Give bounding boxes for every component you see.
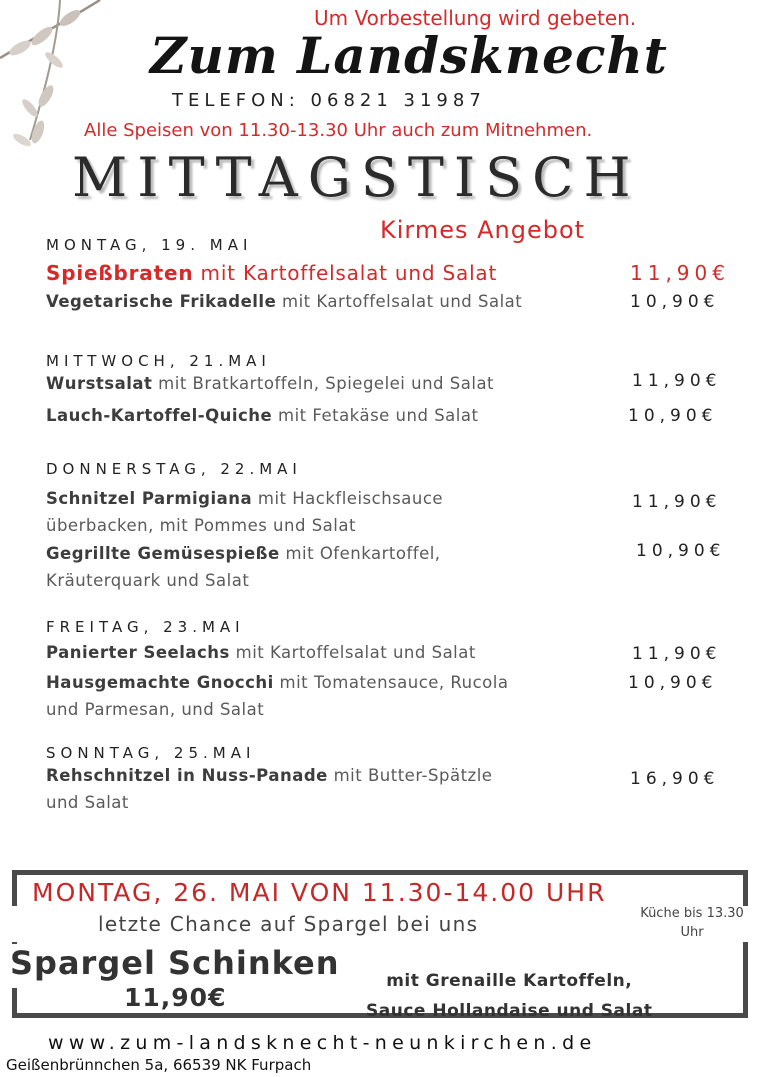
dish-description: mit Butter-Spätzle [327,766,493,785]
phone-number: TELEFON: 06821 31987 [172,90,486,111]
price-seelachs: 11,90€ [632,644,722,664]
menu-item-gemuesespiesse [46,544,441,563]
menu-item-quiche [46,406,478,425]
dish-description: mit Hackfleischsauce [252,489,444,508]
dish-description-line2: überbacken, mit Pommes und Salat [46,516,356,535]
dish-description: mit Kartoffelsalat und Salat [276,292,523,311]
day-heading-sunday: SONNTAG, 25.MAI [46,744,256,762]
dish-name: Panierter Seelachs [46,643,230,662]
box-border-gap-left [10,906,22,942]
dish-description-line2: Kräuterquark und Salat [46,571,250,590]
price-spiessbraten: 11,90€ [630,261,730,285]
price-gnocchi: 10,90€ [628,673,718,693]
kitchen-hours-note: Küche bis 13.30 Uhr [640,906,744,940]
day-heading-friday: FREITAG, 23.MAI [46,618,245,636]
special-offer-title: MONTAG, 26. MAI VON 11.30-14.00 UHR [32,878,607,907]
menu-item-frikadelle [46,292,522,311]
dish-name: Spießbraten [46,261,194,285]
menu-item-gnocchi [46,673,508,692]
sides-line-1: mit Grenaille Kartoffeln, [386,971,633,991]
price-schnitzel-parmigiana: 11,90€ [632,492,722,512]
dish-name: Vegetarische Frikadelle [46,292,277,311]
website-link[interactable]: www.zum-landsknecht-neunkirchen.de [48,1032,597,1054]
dish-name: Wurstsalat [46,374,153,393]
dish-name: Hausgemachte Gnocchi [46,673,274,692]
day-heading-thursday: DONNERSTAG, 22.MAI [46,460,302,478]
price-wurstsalat: 11,90€ [632,371,722,391]
special-dish-sides [366,966,652,1026]
special-dish-price: 11,90€ [124,983,227,1012]
special-dish-name: Spargel Schinken [10,944,340,982]
dish-description-line2: und Parmesan, und Salat [46,700,265,719]
dish-description: mit Ofenkartoffel, [279,544,441,563]
dish-name: Lauch-Kartoffel-Quiche [46,406,273,425]
menu-item-seelachs [46,643,476,662]
price-rehschnitzel: 16,90€ [630,769,720,789]
dish-name: Schnitzel Parmigiana [46,489,253,508]
price-frikadelle: 10,90€ [630,292,720,312]
menu-item-wurstsalat [46,374,494,393]
takeaway-notice: Alle Speisen von 11.30-13.30 Uhr auch zum Mitnehmen. [84,120,593,141]
brand-name: Zum Landsknecht [150,26,668,85]
dish-description: mit Bratkartoffeln, Spiegelei und Salat [152,374,495,393]
day-heading-monday: MONTAG, 19. MAI [46,236,253,254]
dish-name: Gegrillte Gemüsespieße [46,544,280,563]
price-quiche: 10,90€ [628,406,718,426]
special-offer-subtitle: letzte Chance auf Spargel bei uns [98,912,479,936]
preorder-notice: Um Vorbestellung wird gebeten. [314,6,637,30]
price-gemuesespiesse: 10,90€ [636,541,726,561]
dish-description: mit Fetakäse und Salat [272,406,479,425]
dish-description: mit Kartoffelsalat und Salat [193,261,498,285]
menu-item-schnitzel-parmigiana [46,489,443,508]
dish-description: mit Tomatensauce, Rucola [273,673,509,692]
kirmes-offer-label: Kirmes Angebot [380,216,586,244]
address: Geißenbrünnchen 5a, 66539 NK Furpach [6,1056,312,1074]
menu-item-rehschnitzel [46,766,492,785]
page-title: MITTAGSTISCH [72,146,641,209]
dish-description-line2: und Salat [46,793,129,812]
dish-name: Rehschnitzel in Nuss-Panade [46,766,328,785]
day-heading-wednesday: MITTWOCH, 21.MAI [46,352,271,370]
sides-line-2: Sauce Hollandaise und Salat [366,1001,653,1021]
menu-item-spiessbraten [46,261,497,285]
dish-description: mit Kartoffelsalat und Salat [229,643,476,662]
